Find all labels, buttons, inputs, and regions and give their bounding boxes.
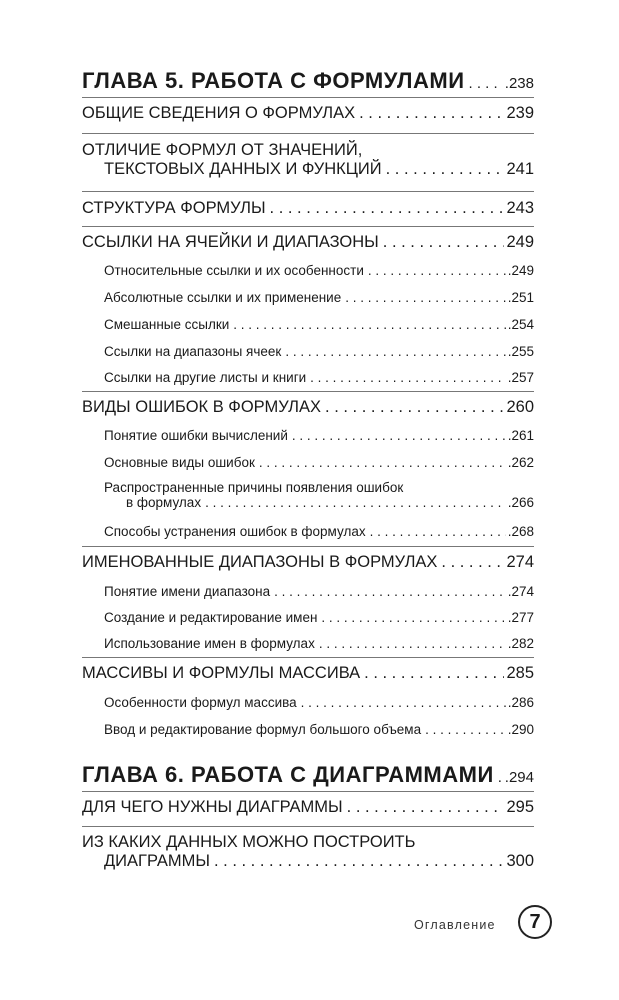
toc-section: ОТЛИЧИЕ ФОРМУЛ ОТ ЗНАЧЕНИЙ, ТЕКСТОВЫХ ДАННЫХ И ФУНКЦИЙ . . . 241 <box>82 141 534 179</box>
toc-subsection: Особенности формул массива . . . .286 <box>82 695 534 710</box>
divider <box>82 133 534 134</box>
toc-section: МАССИВЫ И ФОРМУЛЫ МАССИВА . . . 285 <box>82 664 534 683</box>
divider <box>82 191 534 192</box>
divider <box>82 826 534 827</box>
toc-subsection: Способы устранения ошибок в формулах . . . .268 <box>82 524 534 539</box>
page-number: 7 <box>518 905 552 939</box>
toc-subsection: Ссылки на другие листы и книги . . . .257 <box>82 370 534 385</box>
toc-subsection: Смешанные ссылки . . . .254 <box>82 317 534 332</box>
toc-section: ДЛЯ ЧЕГО НУЖНЫ ДИАГРАММЫ . . . 295 <box>82 798 534 817</box>
toc-subsection: Распространенные причины появления ошибок в формулах . . . .266 <box>82 480 534 510</box>
toc-section: ИЗ КАКИХ ДАННЫХ МОЖНО ПОСТРОИТЬ ДИАГРАММЫ . . . 300 <box>82 833 534 871</box>
toc-section: ВИДЫ ОШИБОК В ФОРМУЛАХ . . . 260 <box>82 398 534 417</box>
divider <box>82 226 534 227</box>
toc-chapter-5 <box>82 68 534 94</box>
toc-chapter-6 <box>82 762 534 788</box>
toc-subsection: Понятие ошибки вычислений . . . .261 <box>82 428 534 443</box>
chapter-page: .238 <box>504 75 534 92</box>
divider <box>82 391 534 392</box>
toc-section: ОБЩИЕ СВЕДЕНИЯ О ФОРМУЛАХ . . . 239 <box>82 104 534 123</box>
chapter-title: ГЛАВА 6. РАБОТА С ДИАГРАММАМИ <box>82 762 494 787</box>
toc-subsection: Ввод и редактирование формул большого объема . . . .290 <box>82 722 534 737</box>
toc-subsection: Ссылки на диапазоны ячеек . . . .255 <box>82 344 534 359</box>
divider <box>82 97 534 98</box>
toc-subsection: Абсолютные ссылки и их применение . . . .251 <box>82 290 534 305</box>
toc-subsection: Основные виды ошибок . . . .262 <box>82 455 534 470</box>
toc-subsection: Понятие имени диапазона . . . .274 <box>82 584 534 599</box>
toc-subsection: Создание и редактирование имен . . . .277 <box>82 610 534 625</box>
toc-section: ИМЕНОВАННЫЕ ДИАПАЗОНЫ В ФОРМУЛАХ . . . 274 <box>82 553 534 572</box>
divider <box>82 791 534 792</box>
chapter-page: .294 <box>504 769 534 786</box>
footer-label: Оглавление <box>414 918 496 932</box>
divider <box>82 546 534 547</box>
chapter-title: ГЛАВА 5. РАБОТА С ФОРМУЛАМИ <box>82 68 465 93</box>
divider <box>82 657 534 658</box>
toc-subsection: Использование имен в формулах . . . .282 <box>82 636 534 651</box>
toc-subsection: Относительные ссылки и их особенности . . . .249 <box>82 263 534 278</box>
toc-section: ССЫЛКИ НА ЯЧЕЙКИ И ДИАПАЗОНЫ . . . 249 <box>82 233 534 252</box>
toc-section: СТРУКТУРА ФОРМУЛЫ . . . 243 <box>82 199 534 218</box>
